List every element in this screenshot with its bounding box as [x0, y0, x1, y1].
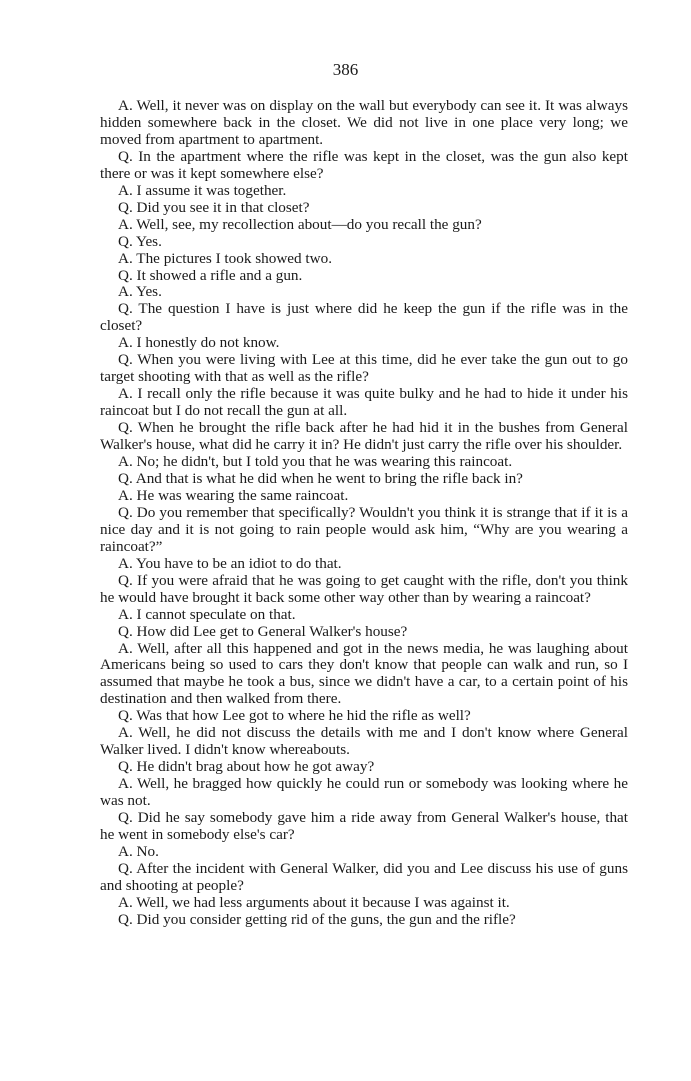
paragraph: A. I assume it was together.	[118, 181, 287, 199]
paragraph: Q. Did you see it in that closet?	[118, 198, 310, 216]
paragraph: A. Well, after all this happened and got in the news media, he was laughing about Americans being so used to cars they don't know that people can walk and run, so I assumed that maybe he took a bus, since we didn't have a car, to a certain point of his destination and then walked from there.	[100, 639, 628, 708]
paragraph: A. Well, it never was on display on the wall but everybody can see it. It was always hidden somewhere back in the closet. We did not live in one place very long; we moved from apartment to apartment.	[100, 97, 628, 148]
paragraph: Q. How did Lee get to General Walker's house?	[118, 622, 408, 640]
paragraph: A. Well, we had less arguments about it because I was against it.	[118, 893, 510, 911]
paragraph: Q. When he brought the rifle back after he had hid it in the bushes from General Walker's house, what did he carry it in? He didn't just carry the rifle over his shoulder.	[100, 419, 628, 454]
paragraph: A. Well, he did not discuss the details with me and I don't know where General Walker lived. I didn't know whereabouts.	[100, 724, 628, 759]
paragraph: Q. Yes.	[118, 232, 162, 250]
paragraph: A. No.	[118, 842, 159, 860]
paragraph: A. I recall only the rifle because it was quite bulky and he had to hide it under his raincoat but I do not recall the gun at all.	[100, 385, 628, 420]
paragraph: Q. Was that how Lee got to where he hid the rifle as well?	[118, 707, 471, 725]
paragraph: Q. It showed a rifle and a gun.	[118, 266, 303, 284]
paragraph: Q. In the apartment where the rifle was kept in the closet, was the gun also kept there or was it kept somewhere else?	[100, 147, 628, 182]
paragraph: A. No; he didn't, but I told you that he was wearing this raincoat.	[118, 453, 513, 471]
paragraph: Q. When you were living with Lee at this time, did he ever take the gun out to go target shooting with that as well as the rifle?	[100, 351, 628, 386]
paragraph: Q. If you were afraid that he was going to get caught with the rifle, don't you think he would have brought it back some other way other than by wearing a raincoat?	[100, 571, 628, 606]
paragraph: A. You have to be an idiot to do that.	[118, 554, 342, 572]
paragraph: Q. Did you consider getting rid of the guns, the gun and the rifle?	[118, 910, 516, 928]
paragraph: A. Well, he bragged how quickly he could run or somebody was looking where he was not.	[100, 775, 628, 810]
page-number: 386	[332, 60, 359, 79]
paragraph: A. Well, see, my recollection about—do you recall the gun?	[118, 215, 482, 233]
paragraph: A. I honestly do not know.	[118, 334, 280, 352]
testimony-text	[100, 98, 628, 929]
paragraph: A. I cannot speculate on that.	[118, 605, 296, 623]
paragraph: Q. Did he say somebody gave him a ride away from General Walker's house, that he went in somebody else's car?	[100, 809, 628, 843]
paragraph: Q. Do you remember that specifically? Wouldn't you think it is strange that if it is a nice day and it is not going to rain people would ask him, “Why are you wearing a raincoat?”	[100, 503, 628, 555]
paragraph: Q. After the incident with General Walker, did you and Lee discuss his use of guns and shooting at people?	[100, 859, 628, 894]
paragraph: Q. He didn't brag about how he got away?	[118, 758, 375, 776]
paragraph: A. Yes.	[118, 283, 162, 301]
paragraph: A. The pictures I took showed two.	[118, 249, 332, 267]
paragraph: Q. The question I have is just where did he keep the gun if the rifle was in the closet?	[100, 300, 628, 335]
paragraph: Q. And that is what he did when he went to bring the rifle back in?	[118, 469, 523, 487]
paragraph: A. He was wearing the same raincoat.	[118, 486, 349, 504]
